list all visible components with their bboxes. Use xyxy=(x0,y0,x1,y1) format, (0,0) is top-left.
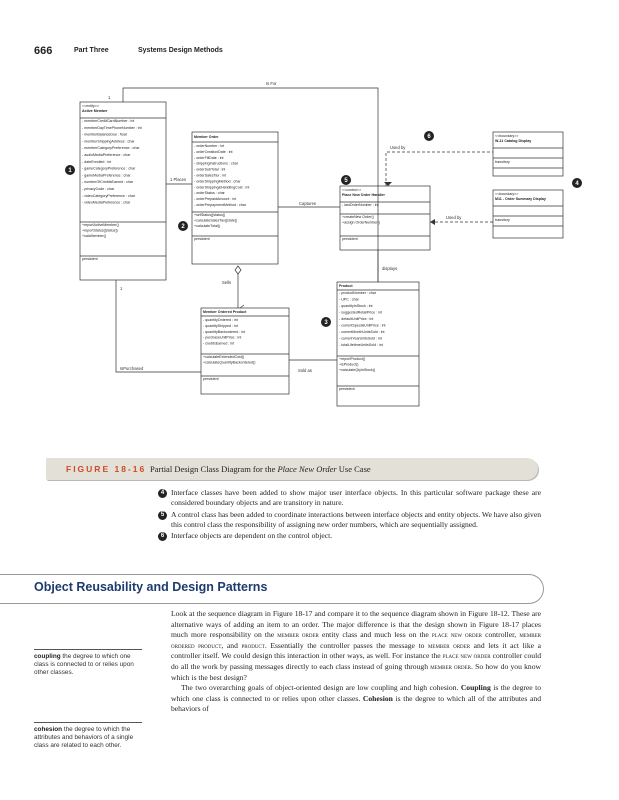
note-item: 4 Interface classes have been added to show major user interface objects. In this particular software package these are considered boundary objects and are transitory in nature. xyxy=(171,488,541,508)
class-name: M11 - Order Summary Display xyxy=(495,197,546,201)
class-attribute: - memberCreditCardNumber : int xyxy=(82,119,135,123)
label-is-for: Is For xyxy=(266,81,277,86)
assoc-is-purchased xyxy=(116,280,201,372)
badge-5-label: 5 xyxy=(344,178,348,184)
badge-6-label: 6 xyxy=(427,134,431,140)
paragraph: Look at the sequence diagram in Figure 18-17 and compare it to the sequence diagram shown in Figure 18-12. These are alternative ways of adding an item to an order. The major difference is that the design shown in Figure 18-17 places much more responsibility on the member order entity class and much less on the place new order controller, member ordered product, and product. Essentially the controller passes the message to member order and lets it act like a controller itself. We could design this interaction in other ways, as well. For instance the place new order controller could do all the work by passing messages directly to each class instead of going through member order. So how do you know which is the best design? xyxy=(171,609,542,682)
margin-definition-cohesion: cohesion the degree to which the attributes and behaviors of a single class are related to each other. xyxy=(34,722,142,750)
class-attribute: - productNumber : char xyxy=(339,291,376,295)
label-places: 1 Places xyxy=(170,177,187,182)
multiplicity: 1 xyxy=(120,286,123,291)
class-attribute: - purchaseUnitPrice : int xyxy=(203,335,242,340)
class-persistence: persistent xyxy=(194,237,210,241)
class-attribute: - memberBalanceDue : float xyxy=(82,132,127,137)
class-persistence: persistent xyxy=(342,237,358,241)
class-operation: +calculateExtendedCost() xyxy=(203,355,245,359)
class-attribute: - privacyCode : char xyxy=(82,187,115,191)
class-attribute: - quantityShipped : int xyxy=(203,323,238,328)
class-attribute: - numberOfCreditsEarned : char xyxy=(82,180,134,185)
class-attribute: - shippingInstructions : char xyxy=(194,161,238,166)
class-operation: +calculateQtyInStock() xyxy=(339,368,376,372)
class-name: Active Member xyxy=(82,109,108,113)
class-persistence: persistent xyxy=(203,377,219,381)
class-attribute: - orderSubTotal : int xyxy=(194,167,226,172)
note-badge: 6 xyxy=(158,532,167,541)
class-attribute: - orderNumber : int xyxy=(194,144,225,148)
class-attribute: - orderPrepaidAmount : int xyxy=(194,197,237,202)
running-header-part: Part Three xyxy=(74,47,109,54)
class-name: W-11 Catalog Display xyxy=(495,139,532,143)
running-header-chapter: Systems Design Methods xyxy=(138,47,223,54)
class-name: Product xyxy=(339,284,353,288)
class-attribute: - gameMediaPreference : char xyxy=(82,173,131,178)
badge-1-label: 1 xyxy=(68,168,72,174)
class-attribute: - suggestedRetailPrice : int xyxy=(339,310,382,315)
class-attribute: - orderCreationDate : int xyxy=(194,149,233,154)
note-badge: 5 xyxy=(158,511,167,520)
class-attribute: - currentMonthUnitsSold : int xyxy=(339,330,385,334)
class-attribute: - orderStatus : char xyxy=(194,191,225,196)
class-attribute: - totalLifetimeUnitsSold : int xyxy=(339,343,383,347)
note-badge: 4 xyxy=(158,489,167,498)
class-stereotype: <<boundary>> xyxy=(495,192,519,196)
class-attribute: - UPC : char xyxy=(339,297,359,302)
class-attribute: - orderSalesTax : int xyxy=(194,173,226,178)
class-attribute: - currentYearUnitsSold : int xyxy=(339,336,382,341)
class-attribute: - videoMediaPreference : char xyxy=(82,200,131,205)
class-operation: +setStatus([status]) xyxy=(194,213,226,217)
class-operation: +calcMember() xyxy=(82,234,107,238)
class-stereotype: <<control>> xyxy=(342,188,362,192)
design-class-diagram xyxy=(26,72,586,450)
class-persistence: persistent xyxy=(82,257,98,261)
class-attribute: - audioMediaPreference : char xyxy=(82,153,131,157)
paragraph: The two overarching goals of object-oriented design are low coupling and high cohesion. Coupling is the degree to which one class is connected to or relies upon other classes. Cohesion is the degree to which all of the attributes and behaviors of xyxy=(171,683,542,714)
section-title: Object Reusability and Design Patterns xyxy=(34,580,268,594)
class-attribute: - dateEnrolled : int xyxy=(82,159,112,164)
class-operation: +calculateQuantityBackordered() xyxy=(203,360,256,365)
body-text xyxy=(171,609,541,715)
class-operation: +calculateSalesTax([state]) xyxy=(194,218,238,223)
page-number: 666 xyxy=(34,45,53,57)
class-attribute: - orderPrepaymentMethod : char xyxy=(194,203,246,207)
class-operation: +createNew Order() xyxy=(342,215,374,219)
dependency-used-by-w11 xyxy=(386,152,493,186)
class-attribute: - quantityBackordered : int xyxy=(203,329,245,334)
class-attribute: - quantityInStock : int xyxy=(339,304,373,308)
class-persistence: persistent xyxy=(339,387,355,391)
class-attribute: - videoCategoryPreference : char xyxy=(82,193,135,198)
label-captures: Captures xyxy=(299,201,316,206)
dependency-arrowhead xyxy=(430,219,435,225)
class-stereotype: <<boundary>> xyxy=(495,134,519,138)
label-sells: Sells xyxy=(222,280,232,285)
class-attribute: - memberCategoryPreference : char xyxy=(82,146,140,151)
label-used-by-bottom: Used by xyxy=(446,215,462,220)
class-attribute: - gameCategoryPreference : char xyxy=(82,166,136,171)
dependency-arrowhead xyxy=(384,182,392,186)
class-operation: +assign OrderNumber() xyxy=(342,220,380,225)
badge-3-label: 3 xyxy=(324,320,328,326)
class-stereotype: <<entity>> xyxy=(82,104,99,108)
class-attribute: - memberDayTimePhoneNumber : int xyxy=(82,125,142,130)
label-sold-as: Sold as xyxy=(298,368,312,373)
class-operation: +calculateTotal() xyxy=(194,224,221,228)
aggregation-diamond xyxy=(235,266,241,274)
class-attribute: - quantityOrdered : int xyxy=(203,318,238,322)
note-item: 6 Interface objects are dependent on the control object. xyxy=(171,531,541,541)
class-attribute: - orderShipping&HandlingCost : int xyxy=(194,185,250,190)
badge-4-label: 4 xyxy=(575,181,579,187)
label-used-by-top: Used by xyxy=(390,145,406,150)
class-name: Member Ordered Product xyxy=(203,310,247,314)
class-name: Place New Order Handler xyxy=(342,193,385,197)
class-operation: +isProduct() xyxy=(339,362,359,367)
class-attribute: - defaultUnitPrice : int xyxy=(339,317,374,321)
class-persistence: transitory xyxy=(495,218,510,222)
class-name: Member Order xyxy=(194,135,219,139)
label-is-purchased: IsPurchased xyxy=(120,366,144,371)
class-attribute: - creditsEarned : int xyxy=(203,341,235,346)
class-persistence: transitory xyxy=(495,160,510,164)
class-operation: +reportStatus([status]) xyxy=(82,228,118,233)
multiplicity: 1 xyxy=(108,95,111,100)
class-attribute: - orderShippingMethod : char xyxy=(194,179,241,184)
class-operation: +reportActiveMember() xyxy=(82,223,119,227)
class-operation: +reportProduct() xyxy=(339,357,366,361)
class-attribute: - currentSpecialUnitPrice : int xyxy=(339,323,386,328)
margin-definition-coupling: coupling the degree to which one class is connected to or relies upon other classes. xyxy=(34,649,142,677)
figure-caption: Partial Design Class Diagram for the Place New Order Use Case xyxy=(150,464,371,474)
class-attribute: - orderFillDate : int xyxy=(194,155,224,160)
class-attribute: - memberShippingAddress : char xyxy=(82,139,135,144)
class-attribute: - lastOrderNumber : int xyxy=(342,203,379,207)
badge-2-label: 2 xyxy=(181,224,185,230)
label-displays: displays xyxy=(382,266,398,271)
note-item: 5 A control class has been added to coordinate interactions between interface objects and entity objects. We have also given this control class the responsibility of assigning new order numbers, which are sequentially assigned. xyxy=(171,510,541,530)
figure-label: FIGURE 18-16 xyxy=(66,464,147,474)
